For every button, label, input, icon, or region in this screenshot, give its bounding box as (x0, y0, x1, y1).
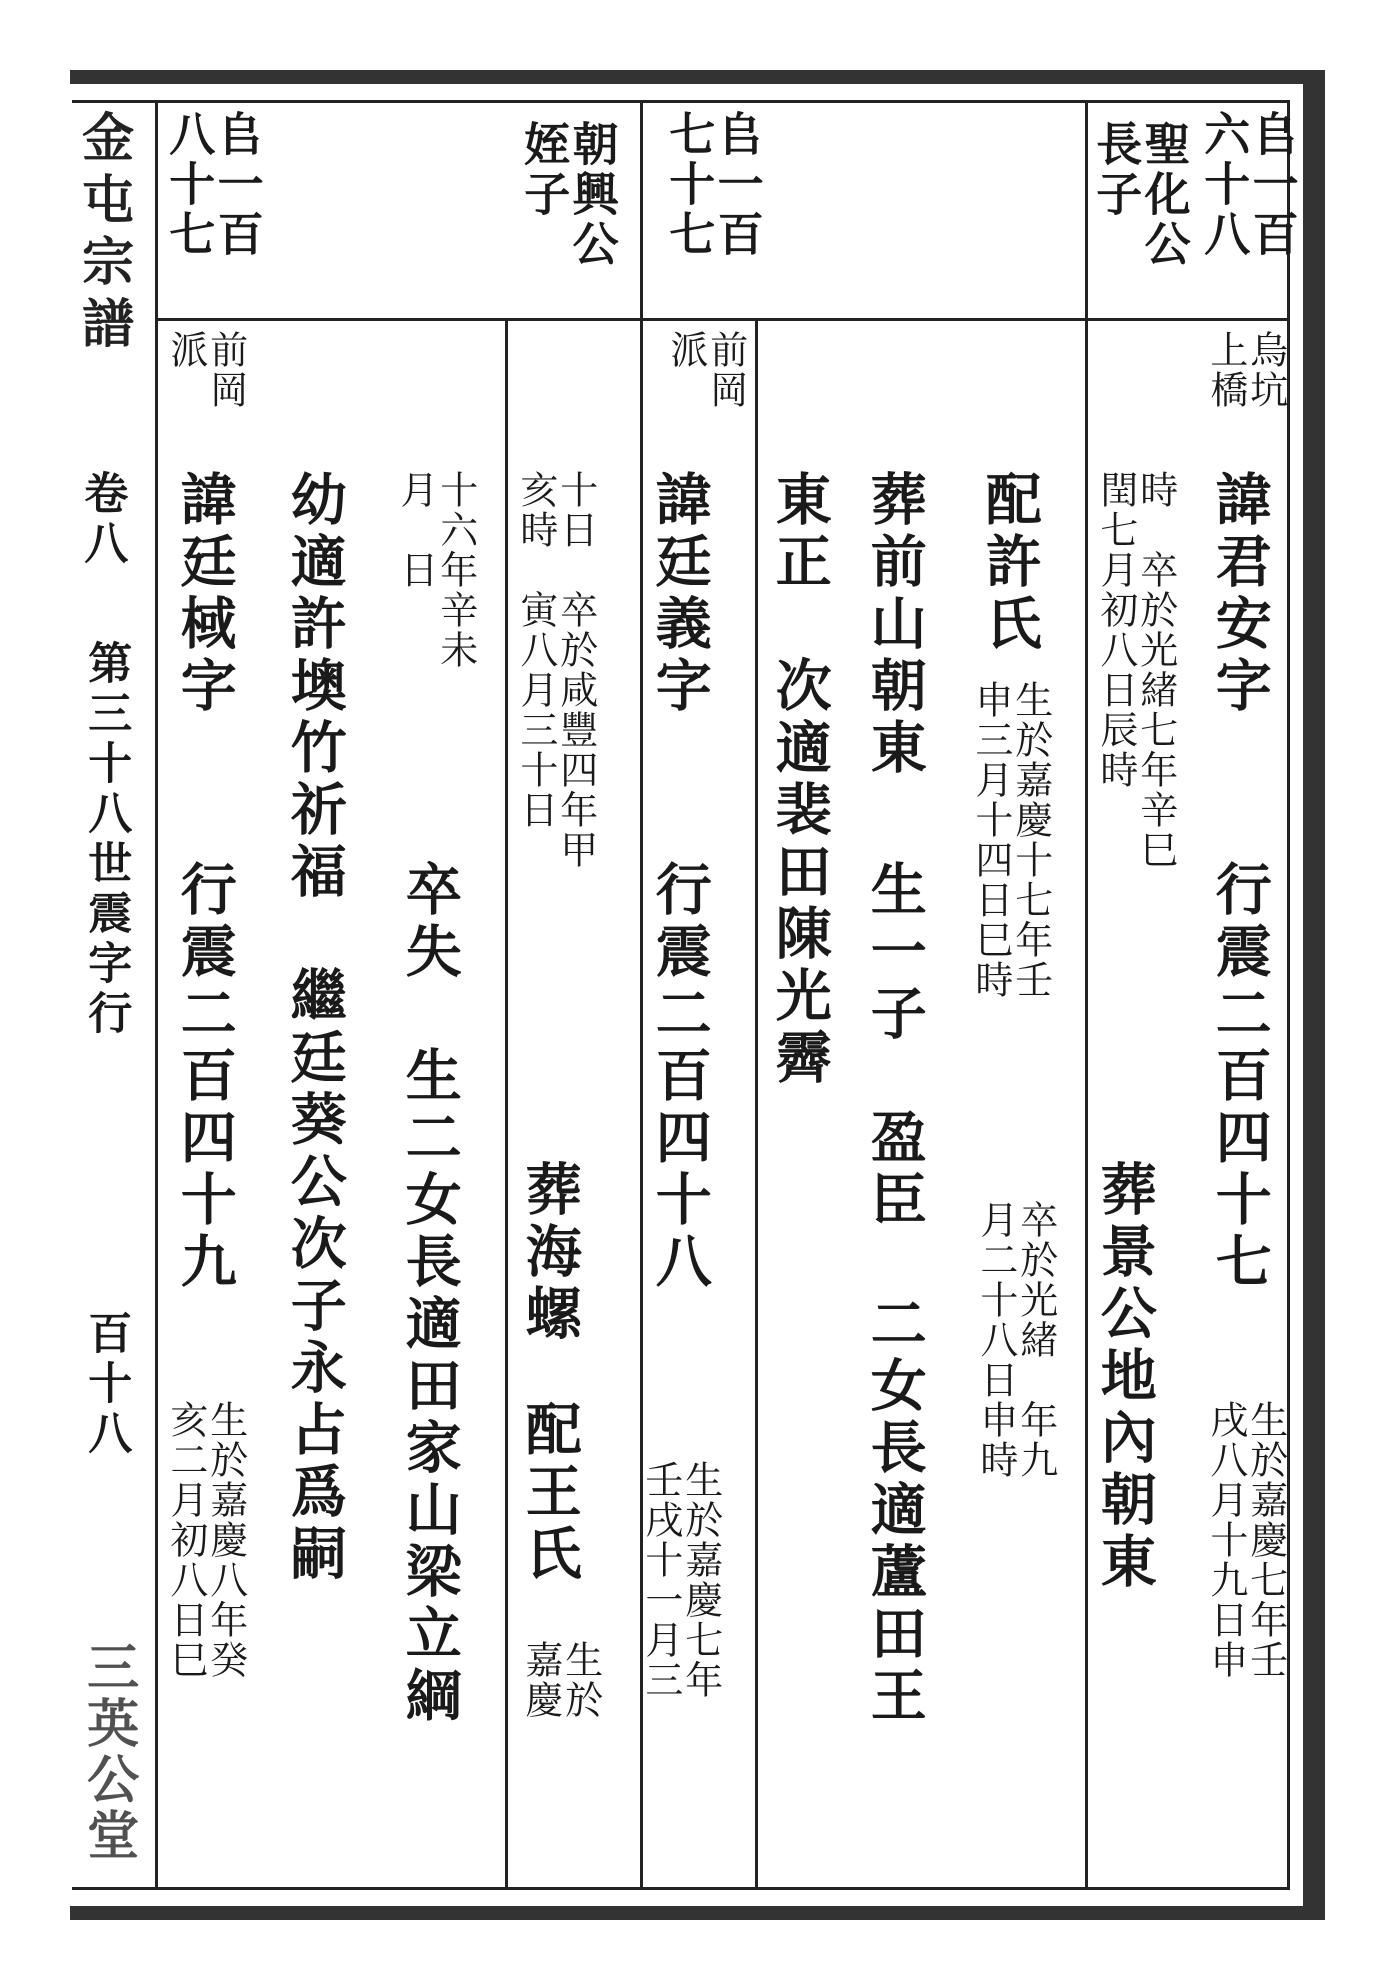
place-note: 烏坑 上橋 (1203, 330, 1288, 410)
generation-label: 第三十八世震字行 (80, 640, 132, 1040)
children-line: 生一子 盈臣 二女長適蘆田王 (861, 860, 928, 1728)
entry-number: 𠂤一百 八十七 (162, 110, 265, 260)
father-note: 朝興公 姪子 (517, 120, 620, 270)
spouse-death: 十六年辛未 月 日 (393, 470, 478, 670)
birth-note: 生於嘉慶八年癸 亥二月初八日巳 (163, 1400, 248, 1680)
death-note: 十日 卒於咸豐四年甲 亥時 寅八月三十日 (513, 470, 598, 870)
header-divider (155, 318, 1290, 321)
person-name: 諱廷義字 (646, 470, 713, 718)
column-divider (505, 318, 508, 1888)
burial-line: 葬景公地內朝東 (1091, 1160, 1158, 1594)
spouse-burial: 葬前山朝東 (861, 470, 928, 780)
rank-line: 行震二百四十八 (646, 860, 713, 1294)
spouse-birth: 生於 嘉慶 (518, 1640, 603, 1720)
entry-number: 𠂤一百 六十八 (1197, 110, 1300, 260)
rank-line: 行震二百四十九 (171, 860, 238, 1294)
hall-name: 三英公堂 (77, 1640, 139, 1864)
person-name: 諱君安字 (1206, 470, 1273, 718)
rank-line: 行震二百四十七 (1206, 860, 1273, 1294)
person-name: 諱廷棫字 (171, 470, 238, 718)
birth-note: 生於嘉慶七年 壬戌十一月三 (638, 1460, 723, 1700)
daughter-line: 東正 次適裴田陳光霽 (766, 470, 833, 1090)
column-divider (1085, 100, 1088, 1890)
death-note: 時 卒於光緒七年辛巳 閏七月初八日辰時 (1093, 470, 1178, 870)
book-title: 金屯宗譜 (72, 110, 134, 358)
spouse-name: 配許氏 (976, 470, 1043, 656)
father-note: 聖化公 長子 (1089, 120, 1192, 270)
volume-label: 卷八 (76, 470, 128, 570)
place-note: 前岡 派 (663, 330, 748, 410)
children-line: 卒失 生二女長適田家山梁立綱 (396, 860, 463, 1728)
spouse-name: 配王氏 (516, 1400, 583, 1586)
birth-note: 生於嘉慶七年壬 戌八月十九日申 (1203, 1400, 1288, 1680)
note-line: 幼適許墺竹祈福 繼廷葵公次子永占爲嗣 (281, 470, 348, 1586)
page-number: 百十八 (80, 1310, 132, 1460)
place-note: 前岡 派 (163, 330, 248, 410)
burial-line: 葬海螺 (516, 1160, 583, 1346)
column-divider (155, 100, 158, 1890)
column-divider (755, 318, 758, 1888)
spouse-birth: 生於嘉慶十七年壬 申三月十四日巳時 (968, 680, 1053, 1000)
entry-number: 𠂤一百 七十七 (662, 110, 765, 260)
spouse-death: 卒於光緒 年九 月二十八日申時 (973, 1200, 1058, 1480)
